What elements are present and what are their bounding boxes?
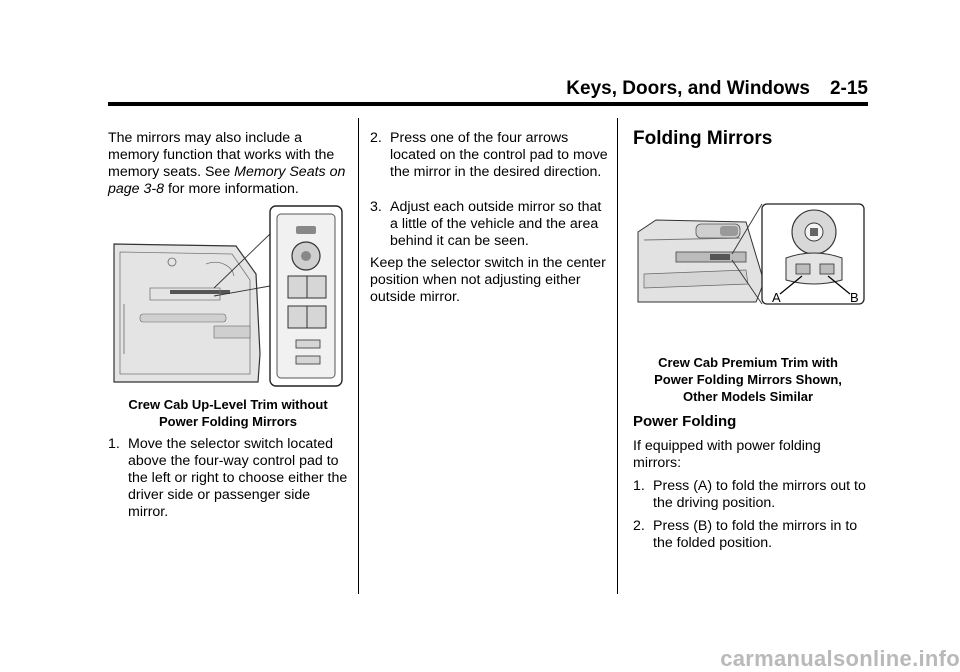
- caption-line: Other Models Similar: [682, 389, 814, 404]
- step-text: Press (A) to fold the mirrors out to the driving position.: [653, 478, 866, 511]
- section-title: Folding Mirrors: [633, 128, 773, 149]
- figure-1-caption: [108, 396, 348, 430]
- closing-paragraph: Keep the selector switch in the center position when not adjusting either outside mirror.: [370, 255, 606, 305]
- caption-line: Power Folding Mirrors Shown,: [654, 372, 842, 387]
- column-divider-2: [617, 118, 618, 594]
- door-switch-illustration: [110, 204, 346, 390]
- callout-label-a: A: [772, 290, 781, 305]
- figure-2-caption: [628, 354, 868, 405]
- cross-reference-link[interactable]: Memory Seats on page 3-8: [108, 164, 346, 197]
- step-text: Move the selector switch located above the four-way control pad to the left or right to choose either the driver side or passenger side mirror.: [128, 436, 348, 520]
- page-number: 2-15: [829, 78, 868, 99]
- header-rule: [108, 102, 868, 106]
- folding-mirror-illustration: [636, 202, 866, 306]
- column-divider-1: [358, 118, 359, 594]
- step-1: [108, 436, 350, 521]
- step-number: 1.: [633, 478, 645, 494]
- watermark: carmanualsonline.info: [720, 646, 960, 671]
- intro-text-end: for more information.: [164, 181, 299, 197]
- step-number: 1.: [108, 436, 120, 452]
- intro-text: The mirrors may also include a memory function that works with the memory seats. See: [108, 130, 335, 180]
- step-text: Adjust each outside mirror so that a little of the vehicle and the area behind it can be seen.: [390, 199, 602, 249]
- step-text: Press (B) to fold the mirrors in to the folded position.: [653, 518, 858, 551]
- subsection-title: Power Folding: [633, 413, 737, 430]
- caption-line: Power Folding Mirrors: [159, 414, 297, 429]
- step-2: [370, 130, 608, 181]
- power-folding-step-1: [633, 478, 869, 512]
- step-number: 2.: [370, 130, 382, 146]
- step-text: Press one of the four arrows located on the control pad to move the mirror in the desired direction.: [390, 130, 608, 180]
- step-number: 3.: [370, 199, 382, 215]
- running-header-title: Keys, Doors, and Windows: [566, 78, 810, 99]
- caption-line: Crew Cab Premium Trim with: [658, 355, 838, 370]
- intro-paragraph: [108, 130, 348, 198]
- power-folding-intro: If equipped with power folding mirrors:: [633, 438, 821, 471]
- step-number: 2.: [633, 518, 645, 534]
- callout-label-b: B: [850, 290, 859, 305]
- step-3: [370, 199, 608, 250]
- caption-line: Crew Cab Up-Level Trim without: [128, 397, 328, 412]
- power-folding-step-2: [633, 518, 869, 552]
